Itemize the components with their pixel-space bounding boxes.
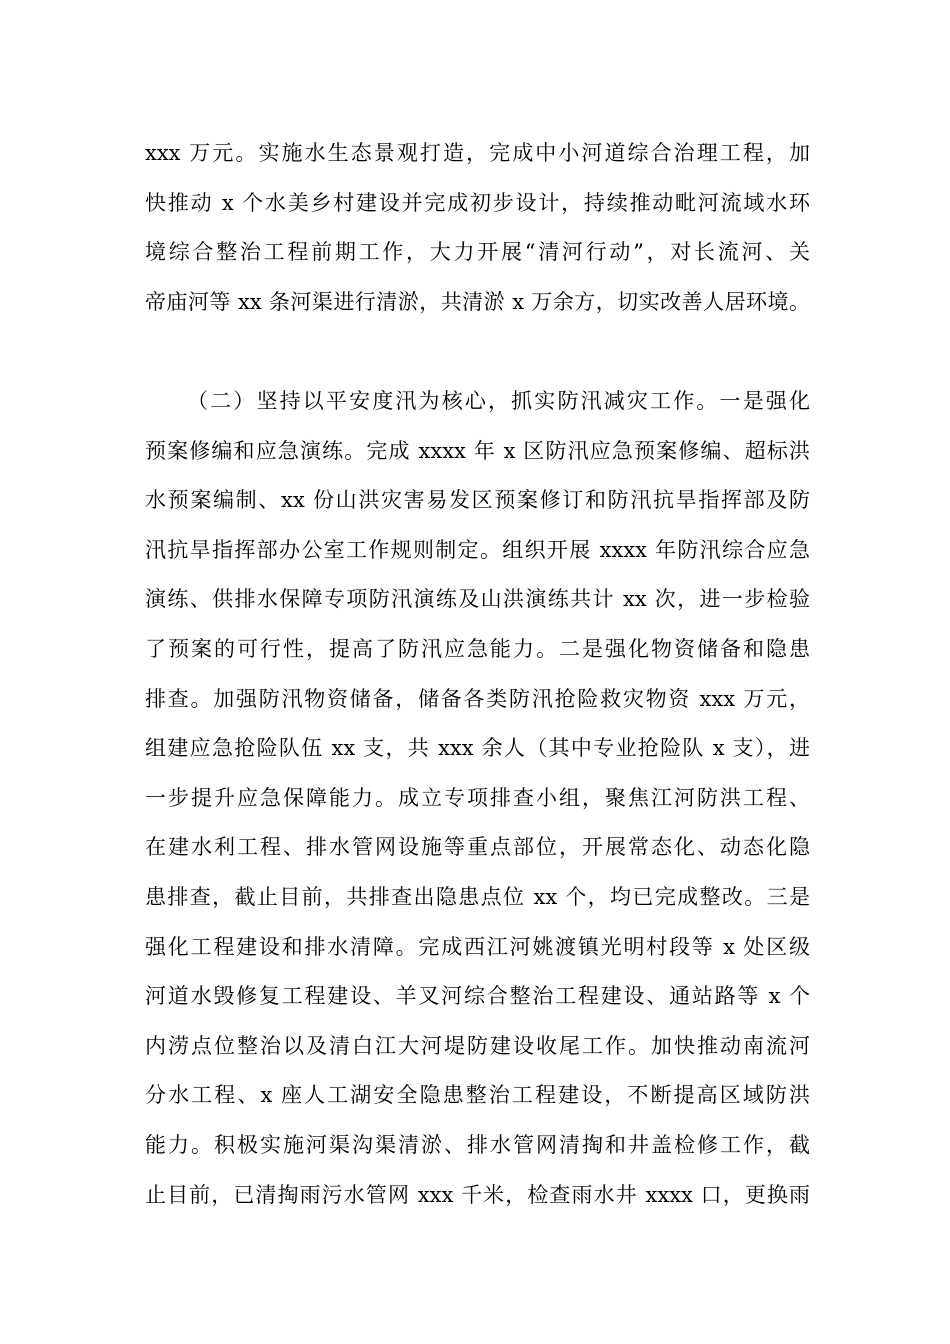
paragraph-line: 快推动 x 个水美乡村建设并完成初步设计，持续推动毗河流域水环 bbox=[145, 190, 810, 215]
paragraph-line: 境综合整治工程前期工作，大力开展“清河行动”，对长流河、关 bbox=[145, 240, 810, 265]
paragraph-line: 内涝点位整治以及清白江大河堤防建设收尾工作。加快推动南流河 bbox=[145, 1033, 810, 1058]
paragraph-line: 一步提升应急保障能力。成立专项排查小组，聚焦江河防洪工程、 bbox=[145, 785, 810, 810]
paragraph-line: 分水工程、x 座人工湖安全隐患整治工程建设，不断提高区域防洪 bbox=[145, 1083, 810, 1108]
paragraph-line: 演练、供排水保障专项防汛演练及山洪演练共计 xx 次，进一步检验 bbox=[145, 587, 810, 612]
paragraph-flood-control bbox=[145, 377, 810, 1220]
paragraph-line: 河道水毁修复工程建设、羊叉河综合整治工程建设、通站路等 x 个 bbox=[145, 984, 810, 1009]
paragraph-line: 能力。积极实施河渠沟渠清淤、排水管网清掏和井盖检修工作，截 bbox=[145, 1132, 810, 1157]
paragraph-line: 组建应急抢险队伍 xx 支，共 xxx 余人（其中专业抢险队 x 支），进 bbox=[145, 736, 810, 761]
paragraph-line: （二）坚持以平安度汛为核心，抓实防汛减灾工作。一是强化 bbox=[187, 389, 810, 413]
paragraph-line: 预案修编和应急演练。完成 xxxx 年 x 区防汛应急预案修编、超标洪 bbox=[145, 438, 810, 463]
paragraph-line: 水预案编制、xx 份山洪灾害易发区预案修订和防汛抗旱指挥部及防 bbox=[145, 488, 810, 513]
paragraph-line: 止目前，已清掏雨污水管网 xxx 千米，检查雨水井 xxxx 口，更换雨 bbox=[145, 1182, 810, 1207]
paragraph-line: 排查。加强防汛物资储备，储备各类防汛抢险救灾物资 xxx 万元， bbox=[145, 686, 810, 711]
paragraph-line: 在建水利工程、排水管网设施等重点部位，开展常态化、动态化隐 bbox=[145, 835, 810, 860]
paragraph-line: 患排查，截止目前，共排查出隐患点位 xx 个，均已完成整改。三是 bbox=[145, 884, 810, 909]
paragraph-line: xxx 万元。实施水生态景观打造，完成中小河道综合治理工程，加 bbox=[145, 141, 810, 165]
paragraph-line: 了预案的可行性，提高了防汛应急能力。二是强化物资储备和隐患 bbox=[145, 636, 810, 661]
paragraph-line: 强化工程建设和排水清障。完成西江河姚渡镇光明村段等 x 处区级 bbox=[145, 934, 810, 959]
paragraph-line: 汛抗旱指挥部办公室工作规则制定。组织开展 xxxx 年防汛综合应急 bbox=[145, 537, 810, 562]
paragraph-line: 帝庙河等 xx 条河渠进行清淤，共清淤 x 万余方，切实改善人居环境。 bbox=[145, 289, 810, 314]
paragraph-water-ecology bbox=[145, 129, 810, 327]
